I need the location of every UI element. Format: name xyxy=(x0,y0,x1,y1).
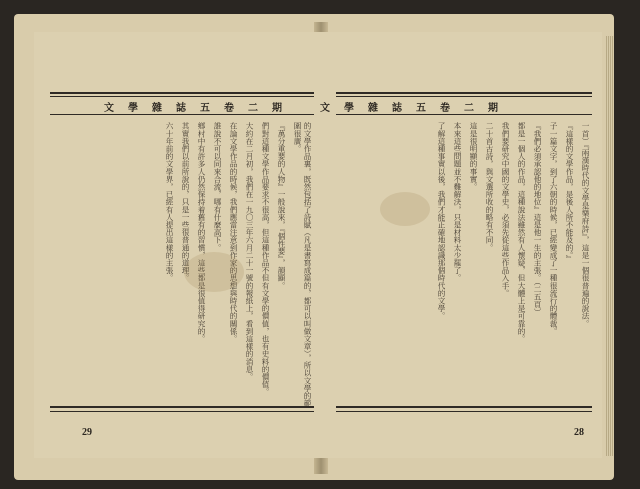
paper-stain xyxy=(184,252,244,292)
paragraph-text: 本來這些問題並不難解決，只是材料太少罷了。 xyxy=(453,122,462,282)
page-number: 28 xyxy=(574,427,584,438)
paragraph-text: 一首）『兩漢時代的文學是樂府詩』，這是一個很普遍的說法。 xyxy=(581,122,590,328)
paragraph-text: 們對這種文學作品要求不很高，但這種作品不但有文學的價值，也有史料的價值。 xyxy=(261,122,270,396)
paragraph-text: 子一篇文字，到了六朝的時候，已經變成了一種很流行的體裁。 xyxy=(549,122,558,335)
paragraph xyxy=(276,122,286,408)
paragraph xyxy=(244,122,254,408)
paragraph-text: 『萬分重要的人物』一般說來，『個性要』，韻顯。 xyxy=(277,122,286,290)
page-number: 29 xyxy=(82,427,92,438)
paragraph-text: 二十首古詩，與文選所收的略有不同。 xyxy=(485,122,494,252)
paragraph xyxy=(516,122,526,408)
paragraph-text: 都是一個人的作品，這種說法雖然有人懷疑，但大體上是可靠的。 xyxy=(517,122,526,343)
left-page xyxy=(34,32,324,458)
paragraph-text: 了解這種事實以後，我們才能正確地認識那個時代的文學。 xyxy=(437,122,446,320)
body-text xyxy=(52,122,312,408)
footer-rule-inner xyxy=(50,411,314,412)
header-rule-inner xyxy=(50,96,314,97)
paragraph xyxy=(260,122,270,408)
header-rule-bottom xyxy=(336,114,592,115)
paragraph xyxy=(548,122,558,408)
paragraph-text: 的文學作品裏，既然包括了詩賦（凡是書寫成篇的，都可以叫做文章），所以文學的範圍很廣。 xyxy=(293,122,312,407)
paragraph xyxy=(436,122,446,408)
header-rule-top xyxy=(50,92,314,94)
footer-rule-inner xyxy=(336,411,592,412)
paragraph xyxy=(532,122,542,408)
paragraph xyxy=(292,122,312,408)
paragraph xyxy=(484,122,494,408)
paragraph-text: 大約在二月初，我們在一九〇三年六月二十一號的報紙上，看到這樣的消息。 xyxy=(245,122,254,381)
paragraph-text: 在論文學作品的時候，我們應當注意到作家的思想與時代的關係。 xyxy=(229,122,238,343)
footer-rule xyxy=(336,406,592,408)
paragraph xyxy=(564,122,574,408)
open-book xyxy=(14,14,614,480)
paragraph-text: 我們要研究中國的文學史，必須先從這些作品入手。 xyxy=(501,122,510,297)
paragraph-text: 其實我們以前所說的，只是一些很普通的道理。 xyxy=(181,122,190,282)
right-page xyxy=(320,32,602,458)
paragraph-text: 誰說不可以同來合流，哪有什麼高下。 xyxy=(213,122,222,252)
running-header: 文學雜誌五卷二期 xyxy=(320,103,512,114)
paragraph xyxy=(500,122,510,408)
header-rule-inner xyxy=(336,96,592,97)
paragraph-text: 『我們必須承認他的地位』這是他一生的主張。（二五頁） xyxy=(533,122,542,316)
running-header: 文學雜誌五卷二期 xyxy=(104,103,296,114)
header-rule-bottom xyxy=(50,114,314,115)
paragraph-text: 這是很明顯的事實。 xyxy=(469,122,478,191)
paper-stain xyxy=(380,192,430,226)
footer-rule xyxy=(50,406,314,408)
paragraph xyxy=(164,122,174,408)
paragraph-text: 六十年前的文學界，已經有人提出這樣的主張。 xyxy=(165,122,174,282)
paragraph xyxy=(452,122,462,408)
paragraph-text: 『這樣的文學作品，是後人所不能及的。』 xyxy=(565,122,574,263)
paragraph xyxy=(580,122,590,408)
body-text xyxy=(338,122,590,408)
page-edges xyxy=(606,36,614,456)
paragraph-text: 鄉村中有許多人仍然保持着舊有的習慣，這些都是很值得研究的。 xyxy=(197,122,206,343)
header-rule-top xyxy=(336,92,592,94)
paragraph xyxy=(468,122,478,408)
